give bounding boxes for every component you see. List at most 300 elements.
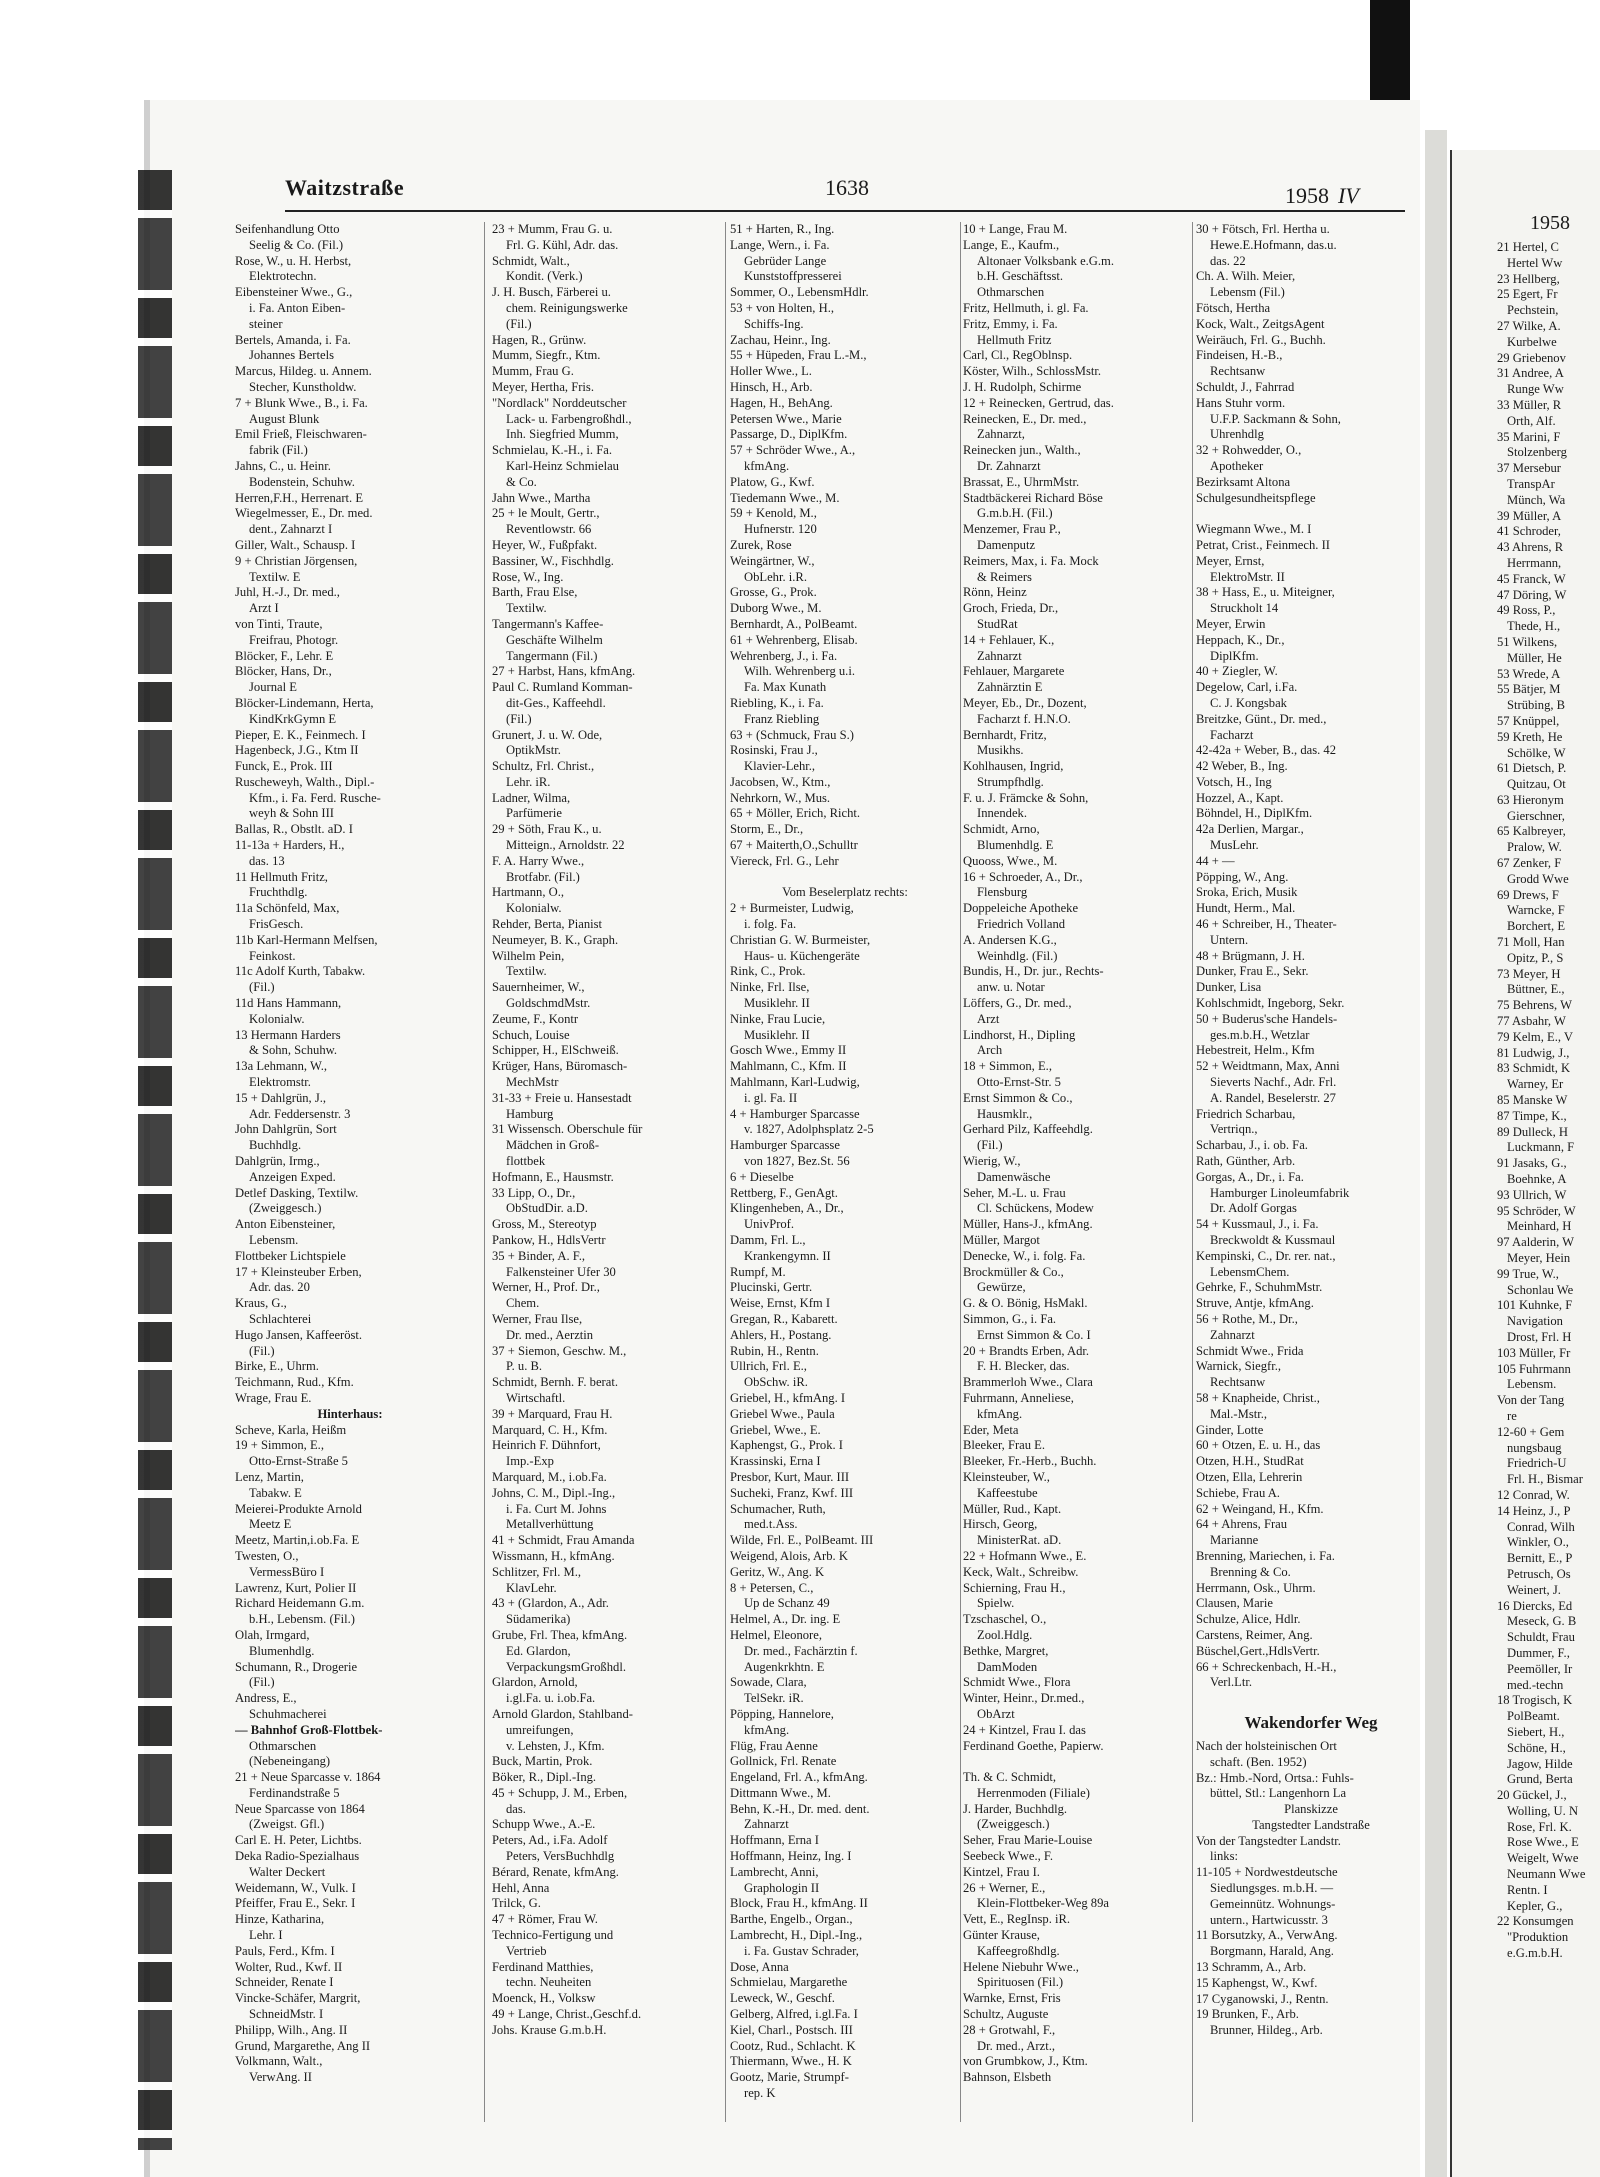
next-page-line: Meyer, Hein [1507, 1251, 1571, 1265]
next-page-column [1497, 240, 1600, 2160]
directory-entry-line: Müller, Rud., Kapt. [963, 1501, 1062, 1516]
directory-entry-line: 2 + Burmeister, Ludwig, [730, 901, 854, 916]
directory-entry-line: Weidemann, W., Vulk. I [235, 1880, 356, 1895]
directory-entry-line: Brammerloh Wwe., Clara [963, 1375, 1093, 1390]
directory-entry-line: & Sohn, Schuhw. [249, 1043, 338, 1058]
directory-entry-line: Sommer, O., LebensmHdlr. [730, 285, 869, 300]
directory-entry-line: Grunert, J. u. W. Ode, [492, 727, 603, 742]
directory-entry-line: Wiegmann Wwe., M. I [1196, 522, 1312, 537]
directory-entry-line: Günter Krause, [963, 1928, 1040, 1943]
directory-entry-line: (Fil.) [977, 1138, 1003, 1153]
next-page-line: Wolling, U. N [1507, 1803, 1579, 1818]
next-page-line: Opitz, P., S [1507, 950, 1564, 965]
directory-entry-line: F. A. Harry Wwe., [492, 853, 585, 868]
directory-entry-line: Rubin, H., Rentn. [730, 1343, 819, 1358]
next-page-line: Lebensm. [1507, 1377, 1557, 1392]
next-page-line: nungsbaug [1507, 1440, 1562, 1455]
directory-entry-line: Dahlgrün, Irmg., [235, 1154, 320, 1169]
directory-entry-line: 12 + Reinecken, Gertrud, das. [963, 395, 1114, 410]
next-page-line: Gierschner, [1507, 808, 1565, 823]
directory-entry-line: Brotfabr. (Fil.) [506, 869, 580, 884]
directory-entry-line: Rehder, Berta, Pianist [492, 917, 603, 932]
directory-entry-line: Reimers, Max, i. Fa. Mock [963, 553, 1099, 568]
next-page-line: PolBeamt. [1507, 1709, 1560, 1724]
directory-entry-line: Hundt, Herm., Mal. [1196, 901, 1296, 916]
next-page-line: 69 Drews, F [1497, 887, 1559, 902]
directory-entry-line: Mahlmann, C., Kfm. II [730, 1059, 847, 1074]
directory-entry-line: von Tinti, Traute, [235, 616, 323, 631]
directory-entry-line: J. H. Rudolph, Schirme [963, 379, 1082, 394]
next-page-line: Bernitt, E., P [1507, 1551, 1573, 1566]
directory-entry-line: Gosch Wwe., Emmy II [730, 1043, 847, 1058]
directory-entry-line: Bethke, Margret, [963, 1643, 1049, 1658]
directory-entry-line: Metallverhüttung [506, 1517, 594, 1532]
directory-entry-line [1196, 1691, 1426, 1707]
directory-entry-line: 24 + Kintzel, Frau I. das [963, 1722, 1086, 1737]
directory-entry-line: Fehlauer, Margarete [963, 664, 1065, 679]
directory-entry-line: fabrik (Fil.) [249, 443, 308, 458]
directory-entry-line: 54 + Kussmaul, J., i. Fa. [1196, 1217, 1319, 1232]
directory-entry-line: Hebestreit, Helm., Kfm [1196, 1043, 1315, 1058]
directory-entry-line: Fuhrmann, Anneliese, [963, 1390, 1074, 1405]
next-page-line: 85 Manske W [1497, 1093, 1568, 1108]
next-page-line: Dummer, F., [1507, 1645, 1570, 1660]
directory-entry-line: 53 + von Holten, H., [730, 300, 834, 315]
directory-entry-line: Blumenhdlg. E [977, 838, 1054, 853]
directory-entry-line: Wehrenberg, J., i. Fa. [730, 648, 838, 663]
directory-entry-line: untern., Hartwicusstr. 3 [1210, 1912, 1328, 1927]
directory-entry-line: Gorgas, A., Dr., i. Fa. [1196, 1169, 1304, 1184]
directory-entry-line: Musiklehr. II [744, 996, 810, 1011]
directory-entry-line: Falkensteiner Ufer 30 [506, 1264, 616, 1279]
directory-entry-line: Damenputz [977, 537, 1036, 552]
directory-entry-line: Degelow, Carl, i.Fa. [1196, 680, 1298, 695]
directory-entry-line: Seher, M.-L. u. Frau [963, 1185, 1066, 1200]
next-page-line: Winkler, O., [1507, 1535, 1569, 1550]
next-page-line: 47 Döring, W [1497, 587, 1567, 602]
next-page-line: Kepler, G., [1507, 1898, 1563, 1913]
directory-entry-line: Th. & C. Schmidt, [963, 1770, 1057, 1785]
header-rule [285, 210, 1405, 212]
directory-entry-line: Ballas, R., Obstlt. aD. I [235, 822, 353, 837]
directory-entry-line: 47 + Römer, Frau W. [492, 1912, 598, 1927]
directory-entry-line: August Blunk [249, 411, 320, 426]
directory-entry-line: Petrat, Crist., Feinmech. II [1196, 537, 1330, 552]
directory-entry-line: Elektromstr. [249, 1075, 311, 1090]
directory-entry-line: Karl-Heinz Schmielau [506, 458, 619, 473]
directory-entry-line: von Grumbkow, J., Ktm. [963, 2054, 1088, 2069]
directory-entry-line: 67 + Maiterth,O.,Schulltr [730, 838, 858, 853]
directory-entry-line: Wilh. Wehrenberg u.i. [744, 664, 855, 679]
directory-entry-line: Petersen Wwe., Marie [730, 411, 842, 426]
directory-entry-line: Böhndel, H., DiplKfm. [1196, 806, 1313, 821]
directory-entry-line: 56 + Rothe, M., Dr., [1196, 1311, 1298, 1326]
directory-entry-line: Winter, Heinr., Dr.med., [963, 1691, 1085, 1706]
directory-entry-line: Riebling, K., i. Fa. [730, 695, 824, 710]
next-page-line: 75 Behrens, W [1497, 998, 1572, 1013]
directory-entry-line: 19 + Simmon, E., [235, 1438, 324, 1453]
next-page-line: 103 Müller, Fr [1497, 1345, 1571, 1360]
directory-entry-line: Deka Radio-Spezialhaus [235, 1849, 360, 1864]
directory-column-1 [235, 222, 465, 2142]
directory-entry-line: VerpackungsmGroßhdl. [506, 1659, 626, 1674]
directory-entry-line: weyh & Sohn III [249, 806, 334, 821]
directory-entry-line: SchneidMstr. I [249, 2007, 324, 2022]
directory-entry-line: Blöcker, F., Lehr. E [235, 648, 334, 663]
directory-entry-line: 66 + Schreckenbach, H.-H., [1196, 1659, 1337, 1674]
directory-entry-line: Helmel, Eleonore, [730, 1627, 822, 1642]
directory-entry-line: techn. Neuheiten [506, 1975, 592, 1990]
directory-entry-line: Jacobsen, W., Ktm., [730, 774, 831, 789]
directory-entry-line: Nehrkorn, W., Mus. [730, 790, 831, 805]
directory-entry-line: Viereck, Frl. G., Lehr [730, 853, 839, 868]
directory-entry-line: (Zweiggesch.) [977, 1817, 1050, 1832]
directory-column-3 [730, 222, 960, 2142]
directory-entry-line: 63 + (Schmuck, Frau S.) [730, 727, 854, 742]
directory-entry-line: Flensburg [977, 885, 1028, 900]
directory-entry-line: Pieper, E. K., Feinmech. I [235, 727, 366, 742]
directory-entry-line: Anzeigen Exped. [249, 1169, 336, 1184]
directory-entry-line: steiner [249, 316, 283, 331]
directory-entry-line: Dose, Anna [730, 1959, 789, 1974]
next-page-line: Rentn. I [1507, 1882, 1548, 1897]
directory-entry-line: Brockmüller & Co., [963, 1264, 1064, 1279]
directory-entry-line: Meyer, Erwin [1196, 616, 1266, 631]
next-page-line: Warney, Er [1507, 1077, 1564, 1092]
directory-entry-line: Planskizze [1284, 1802, 1338, 1817]
directory-entry-line: Otto-Ernst-Str. 5 [977, 1075, 1061, 1090]
directory-entry-line: Schiffs-Ing. [744, 316, 804, 331]
next-page-line: 91 Jasaks, G., [1497, 1156, 1567, 1171]
directory-entry-line: & Reimers [977, 569, 1032, 584]
directory-entry-line: Kaffeestube [977, 1485, 1038, 1500]
next-page-line: 93 Ullrich, W [1497, 1187, 1567, 1202]
directory-entry-line: Bundis, H., Dr. jur., Rechts- [963, 964, 1104, 979]
directory-entry-line: Helene Niebuhr Wwe., [963, 1959, 1079, 1974]
directory-entry-line: von 1827, Bez.St. 56 [744, 1154, 850, 1169]
directory-entry-line: Christian G. W. Burmeister, [730, 932, 871, 947]
directory-entry-line: Kraus, G., [235, 1296, 287, 1311]
directory-entry-line: Schuhmacherei [249, 1706, 327, 1721]
directory-entry-line: Hoffmann, Erna I [730, 1833, 819, 1848]
directory-entry-line: Johns, C. M., Dipl.-Ing., [492, 1485, 616, 1500]
directory-entry-line: Bezirksamt Altona [1196, 474, 1291, 489]
directory-entry-line: Wiegelmesser, E., Dr. med. [235, 506, 373, 521]
directory-entry-line: Eder, Meta [963, 1422, 1019, 1437]
directory-entry-line: Seher, Frau Marie-Louise [963, 1833, 1093, 1848]
next-page-line: Runge Ww [1507, 382, 1564, 397]
directory-entry-line: Haus- u. Küchengeräte [744, 948, 860, 963]
directory-entry-line: Birke, E., Uhrm. [235, 1359, 319, 1374]
directory-entry-line: Simmon, G., i. Fa. [963, 1311, 1057, 1326]
page-binding-edge [138, 170, 172, 2150]
directory-entry-line: i.gl.Fa. u. i.ob.Fa. [506, 1691, 596, 1706]
next-page-line: Müller, He [1507, 650, 1562, 665]
directory-entry-line: Weigend, Alois, Arb. K [730, 1548, 848, 1563]
directory-entry-line: Gelberg, Alfred, i.gl.Fa. I [730, 2007, 858, 2022]
directory-entry-line: Eibensteiner Wwe., G., [235, 285, 353, 300]
directory-entry-line: 9 + Christian Jörgensen, [235, 553, 358, 568]
column-separator [960, 222, 961, 2122]
directory-entry-line: 13 Hermann Harders [235, 1027, 341, 1042]
directory-column-2 [492, 222, 722, 2142]
directory-entry-line: Meyer, Ernst, [1196, 553, 1265, 568]
directory-entry-line: Juhl, H.-J., Dr. med., [235, 585, 340, 600]
next-page-line: Petrusch, Os [1507, 1566, 1571, 1581]
directory-entry-line: Damm, Frl. L., [730, 1233, 806, 1247]
next-page-line: e.G.m.b.H. [1507, 1946, 1563, 1961]
directory-entry-line: Südamerika) [506, 1612, 571, 1627]
directory-entry-line: 39 + Marquard, Frau H. [492, 1406, 613, 1421]
directory-entry-line: Reventlowstr. 66 [506, 522, 592, 537]
directory-entry-line: 19 Brunken, F., Arb. [1196, 2007, 1299, 2022]
directory-entry-line: Flottbeker Lichtspiele [235, 1248, 346, 1263]
directory-entry-line: Ruscheweyh, Walth., Dipl.- [235, 774, 375, 789]
next-page-line: 79 Kelm, E., V [1497, 1029, 1574, 1044]
directory-entry-line: Ahlers, H., Postang. [730, 1327, 832, 1342]
directory-entry-line: i. Fa. Anton Eiben- [249, 300, 346, 315]
directory-entry-line: Johannes Bertels [249, 348, 334, 363]
directory-entry-line: Hinterhaus: [317, 1406, 383, 1421]
directory-entry-line: 8 + Petersen, C., [730, 1580, 814, 1595]
directory-entry-line: Sieverts Nachf., Adr. Frl. [1210, 1075, 1337, 1090]
directory-entry-line: Ernst Simmon & Co., [963, 1090, 1073, 1105]
directory-entry-line: Inh. Siegfried Mumm, [506, 427, 619, 442]
directory-entry-line: Brassat, E., UhrmMstr. [963, 474, 1080, 489]
directory-entry-line: Seebeck Wwe., F. [963, 1849, 1054, 1864]
directory-entry-line: 26 + Werner, E., [963, 1880, 1046, 1895]
directory-entry-line: 46 + Schreiber, H., Theater- [1196, 917, 1337, 932]
directory-entry-line: A. Randel, Beselerstr. 27 [1210, 1090, 1336, 1105]
next-page-line: Grodd Wwe [1507, 871, 1569, 886]
directory-entry-line: Schlitzer, Frl. M., [492, 1564, 582, 1579]
directory-entry-line: b.H. Geschäftsst. [977, 269, 1064, 284]
next-page-line: 73 Meyer, H [1497, 966, 1561, 981]
next-page-line: Neumann Wwe [1507, 1867, 1586, 1882]
directory-entry-line: Ernst Simmon & Co. I [977, 1327, 1091, 1342]
directory-entry-line: Lebensm (Fil.) [1210, 285, 1285, 300]
directory-entry-line: 35 + Binder, A. F., [492, 1248, 586, 1263]
directory-entry-line: 37 + Siemon, Geschw. M., [492, 1343, 627, 1358]
directory-entry-line: 31-33 + Freie u. Hansestadt [492, 1090, 632, 1105]
directory-entry-line: Spirituosen (Fil.) [977, 1975, 1064, 1990]
next-page-line: 23 Hellberg, [1497, 271, 1560, 286]
directory-entry-line: Giller, Walt., Schausp. I [235, 537, 356, 552]
directory-entry-line: — Bahnhof Groß-Flottbek- [235, 1722, 383, 1737]
directory-entry-line: Köster, Wilh., SchlossMstr. [963, 364, 1101, 379]
directory-entry-line: 57 + Schröder Wwe., A., [730, 443, 856, 458]
directory-entry-line: 29 + Söth, Frau K., u. [492, 822, 602, 837]
directory-entry-line: Siedlungsges. m.b.H. — [1210, 1881, 1334, 1896]
directory-entry-line: Apotheker [1210, 458, 1264, 473]
directory-entry-line: Chem. [506, 1296, 540, 1311]
directory-entry-line: Gewürze, [977, 1280, 1026, 1295]
directory-entry-line: Barth, Frau Else, [492, 585, 578, 600]
directory-entry-line: Moenck, H., Volksw [492, 1991, 596, 2006]
directory-entry-line: Kaffeegroßhdlg. [977, 1943, 1060, 1958]
directory-entry-line: GoldschmdMstr. [506, 996, 591, 1011]
next-page-line: 33 Müller, R [1497, 397, 1562, 412]
next-page-line: Münch, Wa [1507, 492, 1566, 507]
directory-entry-line: Seifenhandlung Otto [235, 222, 340, 236]
directory-entry-line: Bodenstein, Schuhw. [249, 474, 355, 489]
directory-entry-line: Kondit. (Verk.) [506, 269, 583, 284]
directory-entry-line: "Nordlack" Norddeutscher [492, 395, 627, 410]
next-page-line: 20 Gückel, J., [1497, 1788, 1567, 1803]
directory-entry-line: C. J. Kongsbak [1210, 695, 1287, 710]
directory-entry-line: Elektrotechn. [249, 269, 317, 284]
directory-entry-line: VerwAng. II [249, 2070, 312, 2085]
directory-entry-line: Schmielau, K.-H., i. Fa. [492, 443, 612, 458]
directory-entry-line: Herren,F.H., Herrenart. E [235, 490, 364, 505]
next-page-line: Warncke, F [1507, 903, 1565, 918]
directory-entry-line: Schipper, H., ElSchweiß. [492, 1043, 619, 1058]
directory-entry-line: Peters, Ad., i.Fa. Adolf [492, 1833, 608, 1848]
next-page-line: 21 Hertel, C [1497, 240, 1559, 254]
directory-entry-line: Buchhdlg. [249, 1138, 302, 1153]
directory-entry-line: Ninke, Frau Lucie, [730, 1011, 826, 1026]
directory-entry-line: Kock, Walt., ZeitgsAgent [1196, 316, 1325, 331]
directory-entry-line: Müller, Margot [963, 1233, 1040, 1247]
directory-entry-line: flottbek [506, 1154, 546, 1169]
directory-entry-line: Fritz, Hellmuth, i. gl. Fa. [963, 300, 1089, 315]
directory-entry-line: 10 + Lange, Frau M. [963, 222, 1068, 236]
directory-entry-line: 20 + Brandts Erben, Adr. [963, 1343, 1090, 1358]
directory-entry-line: Kempinski, C., Dr. rer. nat., [1196, 1248, 1336, 1263]
directory-entry-line: Hamburger Sparcasse [730, 1138, 840, 1153]
directory-entry-line: Uhrenhdlg [1210, 427, 1264, 442]
directory-entry-line: Von der Tangstedter Landstr. [1196, 1833, 1341, 1848]
directory-entry-line: Wirtschaftl. [506, 1390, 566, 1405]
directory-entry-line: A. Andersen K.G., [963, 932, 1057, 947]
directory-entry-line: Ladner, Wilma, [492, 790, 571, 805]
directory-entry-line: Büschel,Gert.,HdlsVertr. [1196, 1643, 1320, 1658]
directory-entry-line: DamModen [977, 1659, 1038, 1674]
directory-entry-line: 62 + Weingand, H., Kfm. [1196, 1501, 1324, 1516]
directory-entry-line: Griebel, H., kfmAng. I [730, 1390, 846, 1405]
directory-entry-line: Stadtbäckerei Richard Böse [963, 490, 1103, 505]
directory-entry-line: Kolonialw. [506, 901, 562, 916]
directory-entry-line: kfmAng. [744, 458, 790, 473]
directory-entry-line: Sowade, Clara, [730, 1675, 807, 1690]
directory-entry-line: 60 + Otzen, E. u. H., das [1196, 1438, 1321, 1453]
directory-entry-line: Wakendorfer Weg [1244, 1712, 1378, 1732]
directory-entry-line: 14 + Fehlauer, K., [963, 632, 1055, 647]
directory-entry-line: Johs. Krause G.m.b.H. [492, 2022, 607, 2037]
directory-entry-line: Richard Heidemann G.m. [235, 1596, 365, 1611]
next-page-line: 12 Conrad, W. [1497, 1487, 1570, 1502]
directory-entry-line: P. u. B. [506, 1359, 543, 1374]
directory-entry-line: Block, Frau H., kfmAng. II [730, 1896, 868, 1911]
directory-entry-line: Brenning, Mariechen, i. Fa. [1196, 1548, 1335, 1563]
next-page-line: Thede, H., [1507, 619, 1561, 634]
directory-entry-line: Bassiner, W., Fischhdlg. [492, 553, 614, 568]
directory-entry-line: Ferdinandstraße 5 [249, 1785, 340, 1800]
next-page-line: 49 Ross, P., [1497, 603, 1556, 618]
directory-entry-line: 41 + Schmidt, Frau Amanda [492, 1533, 635, 1548]
directory-entry-line: J. H. Busch, Färberei u. [492, 285, 611, 300]
directory-entry-line: Kleinsteuber, W., [963, 1469, 1050, 1484]
directory-entry-line: ObSchw. iR. [744, 1375, 808, 1390]
next-page-line: Rose, Frl. K. [1507, 1819, 1572, 1834]
directory-entry-line: Technico-Fertigung und [492, 1928, 614, 1943]
directory-entry-line: Musikhs. [977, 743, 1024, 758]
directory-entry-line: Hinze, Katharina, [235, 1912, 325, 1927]
directory-entry-line: das. 13 [249, 853, 285, 868]
directory-entry-line: i. folg. Fa. [744, 917, 797, 932]
directory-entry-line: Denecke, W., i. folg. Fa. [963, 1248, 1086, 1263]
book-gutter [1425, 130, 1447, 2177]
directory-entry-line: Friedrich Scharbau, [1196, 1106, 1296, 1121]
directory-entry-line: 11 Borsutzky, A., VerwAng. [1196, 1928, 1338, 1943]
directory-entry-line: Musiklehr. II [744, 1027, 810, 1042]
directory-entry-line: (Fil.) [249, 1675, 275, 1690]
directory-entry-line: Zahnarzt, [977, 427, 1025, 442]
directory-entry-line: schaft. (Ben. 1952) [1210, 1754, 1307, 1769]
directory-entry-line: Marquard, M., i.ob.Fa. [492, 1469, 607, 1484]
directory-entry-line: 22 + Hofmann Wwe., E. [963, 1548, 1087, 1563]
directory-entry-line: Wilde, Frl. E., PolBeamt. III [730, 1533, 874, 1548]
directory-entry-line: KlavLehr. [506, 1580, 557, 1595]
directory-entry-line: Heinrich F. Dühnfort, [492, 1438, 601, 1453]
directory-entry-line: Behn, K.-H., Dr. med. dent. [730, 1801, 870, 1816]
directory-entry-line: (Fil.) [506, 711, 532, 726]
directory-entry-line: Vincke-Schäfer, Margrit, [235, 1991, 361, 2006]
directory-entry-line: Werner, H., Prof. Dr., [492, 1280, 600, 1295]
directory-entry-line: Storm, E., Dr., [730, 822, 804, 837]
directory-entry-line: Hufnerstr. 120 [744, 522, 817, 537]
next-page-line: re [1507, 1408, 1517, 1423]
directory-entry-line: Adr. das. 20 [249, 1280, 310, 1295]
directory-entry-line: Reinecken, E., Dr. med., [963, 411, 1087, 426]
directory-entry-line: 28 + Grotwahl, F., [963, 2022, 1056, 2037]
directory-entry-line: Vett, E., RegInsp. iR. [963, 1912, 1071, 1927]
directory-entry-line: Lehr. I [249, 1928, 283, 1943]
directory-entry-line: Heyer, W., Fußpfakt. [492, 537, 598, 552]
directory-entry-line: John Dahlgrün, Sort [235, 1122, 337, 1137]
directory-entry-line: Detlef Dasking, Textilw. [235, 1185, 359, 1200]
next-page-line: 41 Schroder, [1497, 524, 1561, 539]
directory-entry-line: 52 + Weidtmann, Max, Anni [1196, 1059, 1340, 1074]
directory-entry-line: 11-105 + Nordwestdeutsche [1196, 1865, 1338, 1880]
next-page-line: Meseck, G. B [1507, 1614, 1577, 1629]
directory-entry-line: Gebrüder Lange [744, 253, 827, 268]
directory-entry-line: FrisGesch. [249, 917, 304, 932]
directory-entry-line: ges.m.b.H., Wetzlar [1210, 1027, 1310, 1042]
directory-entry-line: Vertrieb [506, 1943, 547, 1958]
next-page-line: 67 Zenker, F [1497, 856, 1562, 871]
directory-entry-line: Lambrecht, H., Dipl.-Ing., [730, 1928, 863, 1943]
next-page-line: Borchert, E [1507, 919, 1566, 934]
directory-entry-line: Arzt [977, 1011, 1000, 1026]
page-header [180, 175, 1400, 215]
directory-entry-line: Teichmann, Rud., Kfm. [235, 1375, 354, 1390]
directory-entry-line: Bleeker, Fr.-Herb., Buchh. [963, 1454, 1097, 1469]
directory-entry-line: Schulgesundheitspflege [1196, 490, 1316, 505]
directory-entry-line: Altonaer Volksbank e.G.m. [977, 253, 1114, 268]
directory-entry-line: Gross, M., Stereotyp [492, 1217, 597, 1232]
directory-entry-line: Lindhorst, H., Dipling [963, 1027, 1076, 1042]
directory-entry-line: Mumm, Siegfr., Ktm. [492, 348, 601, 363]
directory-entry-line: Lenz, Martin, [235, 1469, 304, 1484]
directory-entry-line: (Fil.) [249, 980, 275, 995]
directory-entry-line: Schuldt, J., Fahrrad [1196, 379, 1295, 394]
next-page-line: Pralow, W. [1507, 840, 1562, 855]
next-page-line: Navigation [1507, 1314, 1563, 1329]
directory-entry-line: Bernhardt, A., PolBeamt. [730, 616, 858, 631]
directory-entry-line: Rönn, Heinz [963, 585, 1027, 600]
directory-entry-line: F. H. Blecker, das. [977, 1359, 1070, 1374]
